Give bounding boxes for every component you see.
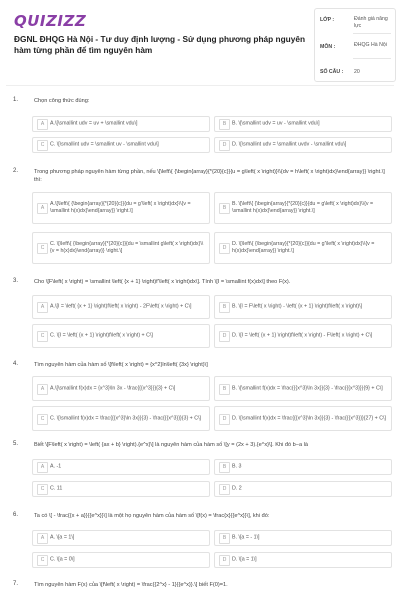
option-letter: B xyxy=(219,533,230,544)
option-text: D. \[a = 1\] xyxy=(232,556,257,563)
option-letter: C xyxy=(37,555,48,566)
question-text: Ta có \[ - \frac{{x + a}}{{e^x}}\] là một họ nguyên hàm của hàm số \[f(x) = \frac{x}{{e^x}}\], khi đó: xyxy=(34,513,270,519)
question-text: Biết \[F\left( x \right) = \left( {ax + b} \right).{e^x}\] là nguyên hàm của hàm số \[y = (2x + 3).{e^x}\]. Khi đó b−a là xyxy=(34,442,309,448)
question-text: Trong phương pháp nguyên hàm từng phần, nếu \[\left\{ {\begin{array}{*{20}{c}}{u = g\left( x \right)}\\{dv = h\left( x \right)dx}\end{array}} \right.\] thì: xyxy=(34,169,385,183)
option-letter: B xyxy=(219,302,230,313)
question-number: 7. xyxy=(13,581,19,587)
option-text: B. \[\smallint udv = uv - \smallint vdu\] xyxy=(232,120,320,127)
answer-option-d[interactable] xyxy=(214,481,392,497)
option-letter: B xyxy=(219,384,230,395)
answer-option-c[interactable] xyxy=(32,324,210,348)
answer-option-a[interactable] xyxy=(32,530,210,546)
option-letter: D xyxy=(219,243,230,254)
option-text: A. -1 xyxy=(50,463,62,470)
question-text: Chọn công thức đúng: xyxy=(34,98,90,104)
answer-option-a[interactable] xyxy=(32,459,210,475)
subject-value: ĐHQG Hà Nội xyxy=(354,42,387,48)
answer-option-a[interactable] xyxy=(32,295,210,319)
option-letter: A xyxy=(37,462,48,473)
option-letter: A xyxy=(37,533,48,544)
option-letter: C xyxy=(37,484,48,495)
answer-option-c[interactable] xyxy=(32,481,210,497)
answer-option-c[interactable] xyxy=(32,552,210,568)
option-text: D. 2 xyxy=(232,485,242,492)
option-text: B. \[a = - 1\] xyxy=(232,534,260,541)
answer-option-c[interactable] xyxy=(32,232,210,264)
answer-option-a[interactable] xyxy=(32,116,210,132)
class-value: Đánh giá năng lực xyxy=(354,16,388,29)
option-text: A.\[\smallint f(x)dx = {x^3}\ln 3x - \frac{{{x^3}}}{3} + C\] xyxy=(50,385,176,391)
answer-option-b[interactable] xyxy=(214,116,392,132)
option-letter: D xyxy=(219,414,230,425)
option-text: C. \[a = 0\] xyxy=(50,556,75,563)
answer-option-d[interactable] xyxy=(214,552,392,568)
option-text: C. \[\left\{ {\begin{array}{*{20}{c}}{du = \smallint g\left( x \right)dx}\\{v = h(x)dx}\end{array}} \right.\] xyxy=(50,241,204,254)
option-letter: C xyxy=(37,331,48,342)
answer-option-a[interactable] xyxy=(32,192,210,224)
option-text: A.\[\smallint udv = uv + \smallint vdu\] xyxy=(50,120,138,127)
answer-option-d[interactable] xyxy=(214,324,392,348)
option-text: D. \[\smallint f(x)dx = \frac{{{x^3}\ln 3x}}{3} - \frac{{{x^3}}}{27} + C\] xyxy=(232,415,386,421)
option-text: A.\[I = \left( {x + 1} \right)f\left( x \right) - 2F\left( x \right) + C\] xyxy=(50,303,192,310)
worksheet-header xyxy=(0,0,400,88)
option-text: B. \[I = F\left( x \right) - \left( {x + 1} \right)f\left( x \right)\] xyxy=(232,303,363,310)
option-letter: B xyxy=(219,462,230,473)
option-text: C. \[I = \left( {x + 1} \right)f\left( x \right) + C\] xyxy=(50,332,153,339)
option-letter: B xyxy=(219,119,230,130)
option-letter: D xyxy=(219,555,230,566)
subject-label: MÔN : xyxy=(320,44,336,50)
answer-option-b[interactable] xyxy=(214,192,392,224)
answer-option-b[interactable] xyxy=(214,295,392,319)
answer-option-d[interactable] xyxy=(214,232,392,264)
option-text: B. 3 xyxy=(232,463,242,470)
question-number: 4. xyxy=(13,361,19,367)
answer-option-c[interactable] xyxy=(32,406,210,431)
option-text: D. \[\left\{ {\begin{array}{*{20}{c}}{du = g'\left( x \right)dx}\\{v = h(x)dx}\end{array}} \right.\] xyxy=(232,241,375,254)
option-letter: B xyxy=(219,203,230,214)
option-letter: C xyxy=(37,414,48,425)
option-text: A. \[a = 1\] xyxy=(50,534,75,541)
worksheet-meta-box xyxy=(314,8,396,82)
worksheet-title: ĐGNL ĐHQG Hà Nội - Tư duy định lượng - Sử dụng phương pháp nguyên hàm từng phần để tìm nguyên hàm xyxy=(14,34,306,55)
option-letter: D xyxy=(219,140,230,151)
option-text: A.\[\left\{ {\begin{array}{*{20}{c}}{du = g'\left( x \right)dx}\\{v = \smallint h(x)dx}\end{array}} \right.\] xyxy=(50,201,191,214)
option-letter: A xyxy=(37,302,48,313)
class-label: LỚP : xyxy=(320,17,335,23)
option-letter: D xyxy=(219,484,230,495)
option-text: C. \[\smallint udv = \smallint uv - \smallint vdu\] xyxy=(50,141,159,148)
option-text: B. \[\smallint f(x)dx = \frac{{{x^3}\ln 3x}}{3} - \frac{{{x^3}}}{9} + C\] xyxy=(232,385,383,391)
question-number: 5. xyxy=(13,441,19,447)
option-letter: C xyxy=(37,140,48,151)
option-letter: A xyxy=(37,119,48,130)
question-text: Tìm nguyên hàm F(x) của \[f\left( x \right) = \frac{{2^x} - 1}{{e^x}}.\] biết F(0)=1. xyxy=(34,582,228,588)
answer-option-b[interactable] xyxy=(214,459,392,475)
option-letter: A xyxy=(37,384,48,395)
question-text: Cho \[F\left( x \right) = \smallint \left( {x + 1} \right)f'\left( x \right)dx\]. Tính \[I = \smallint f(x)dx\] theo F(x). xyxy=(34,279,291,285)
question-text: Tìm nguyên hàm của hàm số \[f\left( x \right) = {x^2}ln\left( {3x} \right)\] xyxy=(34,362,208,368)
meta-divider xyxy=(353,33,391,34)
answer-option-b[interactable] xyxy=(214,530,392,546)
option-text: D. \[\smallint udv = \smallint uvdv - \smallint vdu\] xyxy=(232,141,347,148)
answer-option-a[interactable] xyxy=(32,376,210,401)
quizizz-logo: QUIZIZZ xyxy=(14,12,87,30)
option-letter: D xyxy=(219,331,230,342)
question-number: 6. xyxy=(13,512,19,518)
answer-option-d[interactable] xyxy=(214,406,392,431)
header-divider xyxy=(6,85,394,86)
option-text: C. \[\smallint f(x)dx = \frac{{{x^3}\ln 3x}}{3} - \frac{{{x^3}}}{3} + C\] xyxy=(50,415,202,421)
question-count-value: 20 xyxy=(354,69,360,75)
question-number: 1. xyxy=(13,97,19,103)
question-number: 3. xyxy=(13,278,19,284)
meta-divider xyxy=(353,58,391,59)
option-letter: C xyxy=(37,243,48,254)
question-count-label: SỐ CÂU : xyxy=(320,69,344,75)
question-number: 2. xyxy=(13,168,19,174)
option-text: C. 11 xyxy=(50,485,63,492)
option-letter: A xyxy=(37,203,48,214)
answer-option-c[interactable] xyxy=(32,137,210,153)
option-text: D. \[I = \left( {x + 1} \right)f\left( x \right) - F\left( x \right) + C\] xyxy=(232,332,373,339)
answer-option-b[interactable] xyxy=(214,376,392,401)
answer-option-d[interactable] xyxy=(214,137,392,153)
option-text: B. \[\left\{ {\begin{array}{*{20}{c}}{du = g\left( x \right)dx}\\{v = \smallint h(x)dx}\end{array}} \right.\] xyxy=(232,201,374,214)
